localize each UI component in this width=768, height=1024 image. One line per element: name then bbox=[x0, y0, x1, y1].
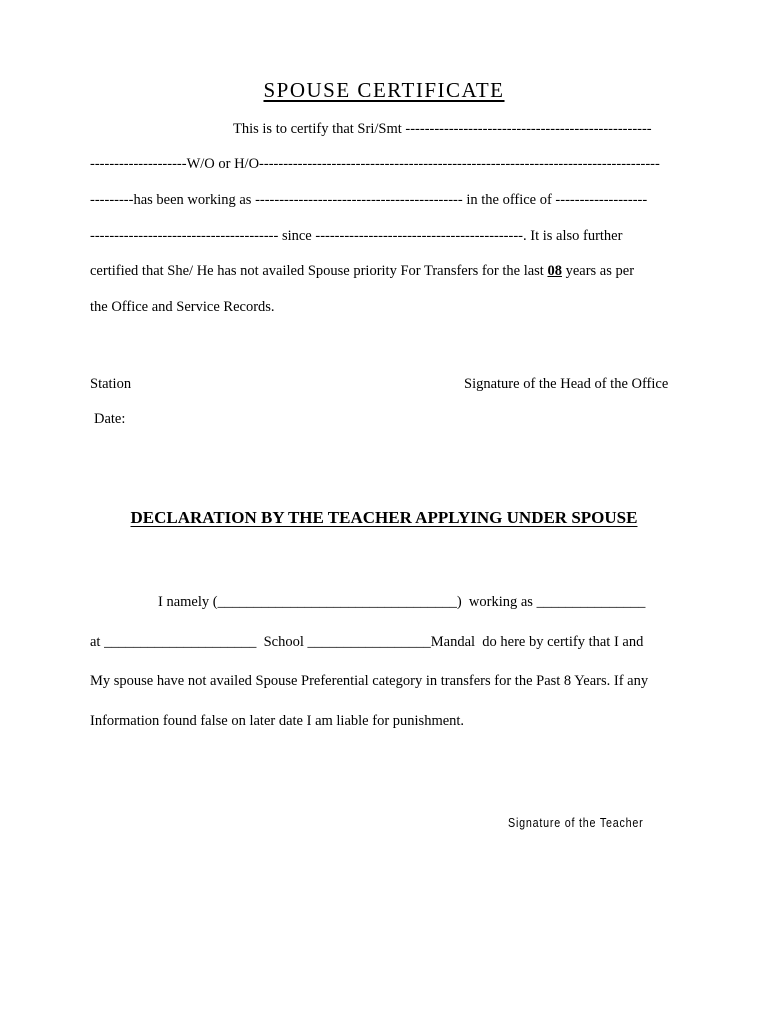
certificate-line-5-text-a: certified that She/ He has not availed Spouse priority For Transfers for the last bbox=[90, 263, 548, 279]
certificate-line-4: --------------------------------------- since -------------------------------------------. It is also further bbox=[90, 228, 623, 244]
certificate-title: SPOUSE CERTIFICATE bbox=[263, 78, 505, 102]
years-value: 08 bbox=[547, 263, 562, 279]
signature-teacher-label: Signature of the Teacher bbox=[508, 816, 644, 830]
certificate-line-5-text-b: years as per bbox=[561, 263, 635, 279]
certificate-line-1: This is to certify that Sri/Smt --------------------------------------------------- bbox=[233, 121, 652, 137]
declaration-line-1: I namely (_________________________________) working as _______________ bbox=[158, 594, 646, 610]
declaration-line-4: Information found false on later date I am liable for punishment. bbox=[90, 713, 465, 729]
certificate-line-5 bbox=[90, 262, 634, 280]
declaration-title: DECLARATION BY THE TEACHER APPLYING UNDER SPOUSE bbox=[130, 508, 638, 527]
certificate-line-3: ---------has been working as ------------------------------------------- in the office of ------------------- bbox=[90, 192, 648, 208]
station-label: Station bbox=[90, 376, 132, 392]
certificate-line-2: --------------------W/O or H/O----------------------------------------------------------------------------------- bbox=[90, 156, 660, 172]
signature-head-label: Signature of the Head of the Office bbox=[464, 376, 669, 392]
declaration-line-3: My spouse have not availed Spouse Preferential category in transfers for the Past 8 Years. If any bbox=[90, 673, 649, 689]
declaration-line-2: at _____________________ School _________________Mandal do here by certify that I and bbox=[90, 634, 644, 650]
date-label: Date: bbox=[94, 411, 126, 427]
certificate-line-6: the Office and Service Records. bbox=[90, 299, 275, 315]
